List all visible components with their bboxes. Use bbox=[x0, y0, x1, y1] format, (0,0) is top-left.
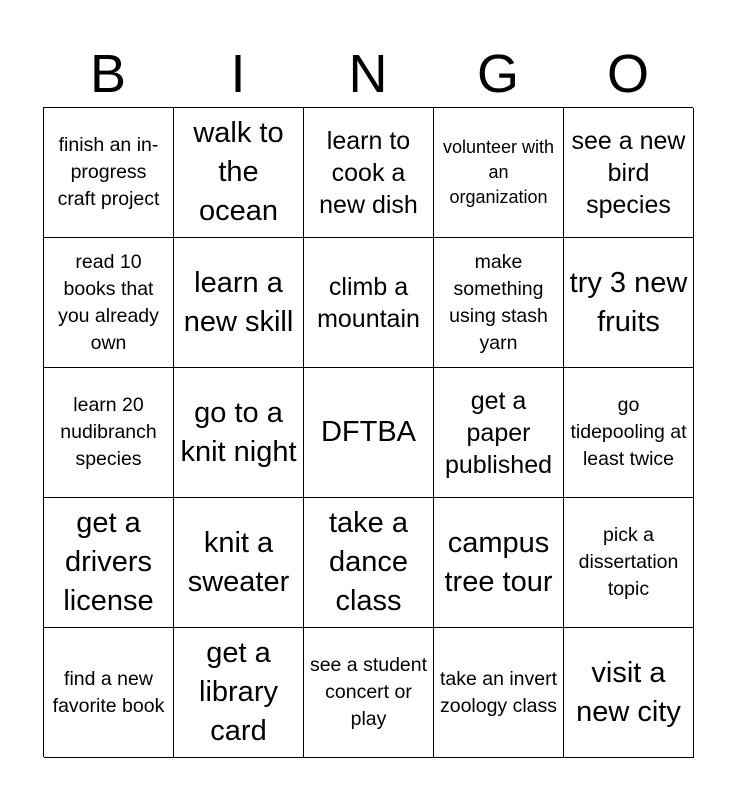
bingo-cell[interactable] bbox=[434, 368, 564, 498]
bingo-cell-text: make something using stash yarn bbox=[449, 250, 548, 354]
bingo-cell-text: campus tree tour bbox=[444, 526, 553, 598]
bingo-cell[interactable] bbox=[44, 368, 174, 498]
bingo-cell-text: see a student concert or play bbox=[309, 654, 428, 730]
bingo-cell[interactable] bbox=[174, 238, 304, 368]
bingo-cell-text: see a new bird species bbox=[571, 126, 686, 219]
bingo-cell[interactable] bbox=[564, 498, 694, 628]
bingo-cell-text: visit a new city bbox=[576, 656, 681, 728]
header-letter-b: B bbox=[89, 44, 127, 104]
header-letter-n: N bbox=[348, 44, 388, 104]
bingo-cell[interactable] bbox=[564, 368, 694, 498]
bingo-cell[interactable] bbox=[174, 498, 304, 628]
bingo-header bbox=[43, 40, 693, 108]
bingo-cell-text: learn 20 nudibranch species bbox=[60, 394, 157, 470]
bingo-cell-text: take an invert zoology class bbox=[439, 667, 558, 717]
bingo-cell-text: learn to cook a new dish bbox=[319, 126, 418, 219]
bingo-cell[interactable] bbox=[434, 498, 564, 628]
bingo-cell[interactable] bbox=[304, 238, 434, 368]
bingo-cell-text: pick a dissertation topic bbox=[578, 524, 679, 600]
bingo-cell-text: go to a knit night bbox=[180, 396, 297, 468]
bingo-cell-text: volunteer with an organization bbox=[442, 137, 555, 207]
bingo-cell[interactable] bbox=[304, 498, 434, 628]
bingo-cell[interactable] bbox=[564, 628, 694, 758]
bingo-cell[interactable] bbox=[564, 108, 694, 238]
bingo-cell[interactable] bbox=[304, 108, 434, 238]
bingo-cell[interactable] bbox=[174, 368, 304, 498]
bingo-cell[interactable] bbox=[434, 108, 564, 238]
bingo-cell[interactable] bbox=[44, 498, 174, 628]
bingo-cell[interactable] bbox=[304, 628, 434, 758]
bingo-cell[interactable] bbox=[44, 628, 174, 758]
bingo-cell-text: read 10 books that you already own bbox=[58, 250, 159, 354]
bingo-cell-text: climb a mountain bbox=[317, 272, 420, 333]
bingo-cell[interactable] bbox=[434, 238, 564, 368]
bingo-cell-text: get a paper published bbox=[444, 386, 553, 479]
bingo-cell-text: get a library card bbox=[199, 637, 278, 747]
header-letter-o: O bbox=[606, 44, 649, 104]
bingo-cell-text: go tidepooling at least twice bbox=[570, 394, 687, 470]
bingo-cell-text: finish an in-progress craft project bbox=[57, 134, 160, 210]
bingo-cell[interactable] bbox=[174, 628, 304, 758]
bingo-cell-text: walk to the ocean bbox=[193, 117, 284, 227]
bingo-cell[interactable] bbox=[44, 108, 174, 238]
bingo-cell[interactable] bbox=[434, 628, 564, 758]
bingo-cell-text: try 3 new fruits bbox=[569, 266, 688, 338]
header-letter-g: G bbox=[476, 44, 519, 104]
bingo-cell[interactable] bbox=[174, 108, 304, 238]
bingo-cell-text: find a new favorite book bbox=[52, 667, 165, 717]
header-letter-i: I bbox=[230, 44, 246, 104]
bingo-cell[interactable] bbox=[304, 368, 434, 498]
bingo-cell-text: take a dance class bbox=[328, 507, 408, 617]
bingo-board bbox=[43, 107, 693, 757]
bingo-cell[interactable] bbox=[44, 238, 174, 368]
bingo-cell-text: DFTBA bbox=[320, 416, 417, 448]
bingo-cell-text: get a drivers license bbox=[63, 507, 154, 617]
bingo-cell-text: knit a sweater bbox=[187, 526, 290, 598]
bingo-cell-text: learn a new skill bbox=[183, 266, 294, 338]
bingo-cell[interactable] bbox=[564, 238, 694, 368]
